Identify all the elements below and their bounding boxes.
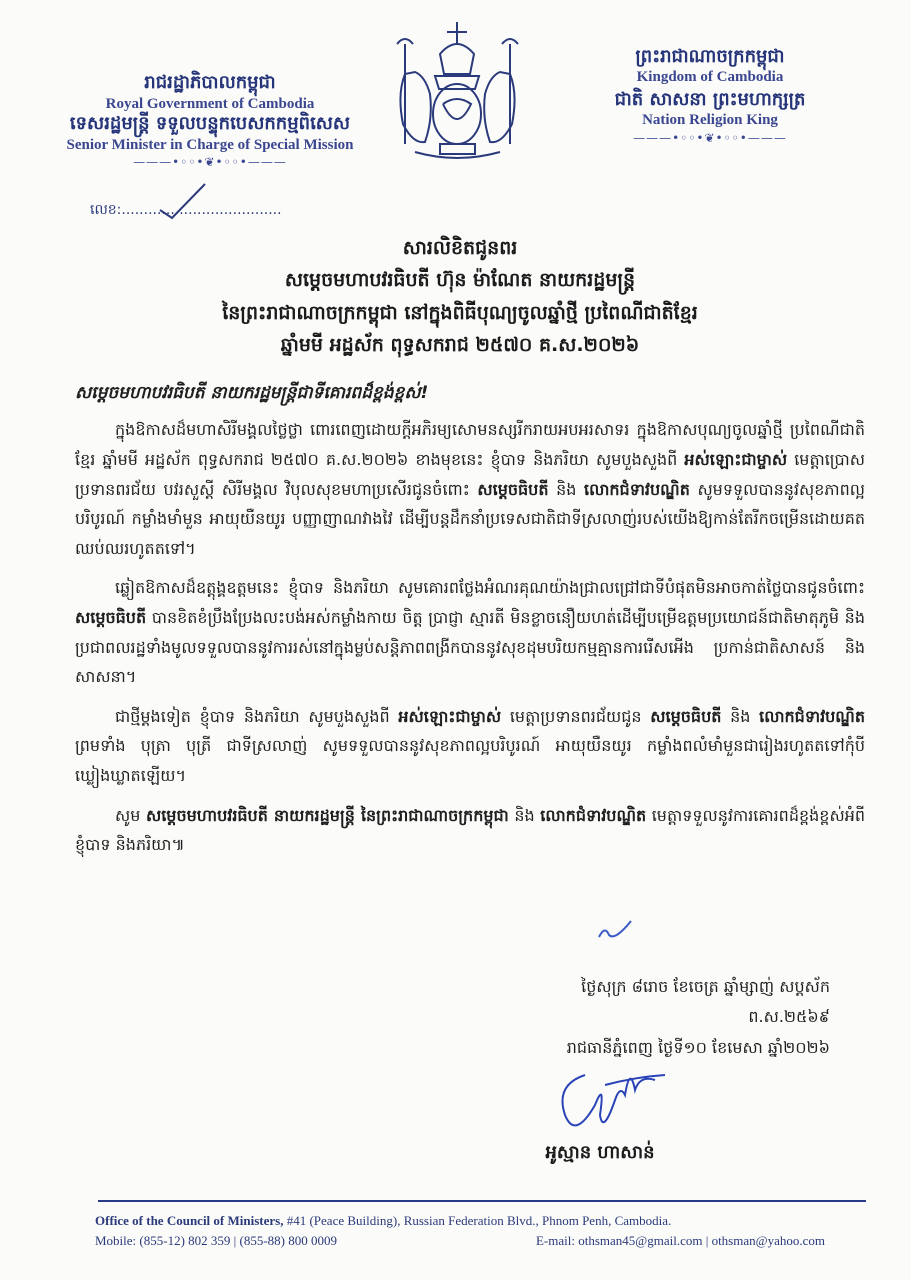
text-span: មេត្តាទទួលនូវការគោរពដ៏ខ្ពង់ខ្ពស់អំពីខ្ញុំបាទ និងភរិយា៕ (75, 805, 865, 855)
footer-phone: Mobile: (855-12) 802 359 | (855-88) 800 0009 (95, 1233, 337, 1249)
bold-span: សម្តេចធិបតី (477, 479, 549, 499)
kh-minister-title: ទេសរដ្ឋមន្ត្រី ទទួលបន្ទុកបេសកកម្មពិសេស (69, 113, 351, 135)
bold-span: សម្តេចធិបតី (75, 608, 147, 627)
bold-span: លោកជំទាវបណ្ឌិត (583, 479, 690, 499)
lunar-date: ថ្ងៃសុក្រ ៨រោច ខែចេត្រ ឆ្នាំម្សាញ់ សប្តស័ក ព.ស.២៥៦៩ (581, 977, 830, 1027)
paragraph-1 (75, 415, 865, 563)
text-span: ក្នុងឱកាសដ៏មហាសិរីមង្គលថ្លៃថ្លា ពោរពេញដោយក្តីអភិរម្យសោមនស្សរីករាយអបអរសាទរ ក្នុងឱកាសបុណ្យចូលឆ្នាំថ្មី ប្រពៃណីជាតិខ្មែរ ឆ្នាំមមី អដ្ឋស័ក ពុទ្ធសករាជ ២៥៧០ គ.ស.២០២៦ ខាងមុខនេះ ខ្ញុំបាទ និងភរិយា សូមបួងសួងពី (75, 420, 865, 470)
kh-kingdom-name: ព្រះរាជាណាចក្រកម្ពុជា (635, 46, 785, 67)
text-span: ជាថ្មីម្តងទៀត ខ្ញុំបាទ និងភរិយា សូមបួងសួងពី (115, 706, 390, 726)
paragraph-4 (75, 801, 865, 860)
left-ornament: ———•◦◦•❦•◦◦•——— (133, 154, 287, 169)
text-span: ឆ្លៀតឱកាសដ៏ឧត្តុង្គឧត្តមនេះ ខ្ញុំបាទ និងភរិយា សូមគោរពថ្លែងអំណរគុណយ៉ាងជ្រាលជ្រៅជាទីបំផុតមិនអាចកាត់ថ្លៃបានជូនចំពោះ (115, 578, 865, 598)
bold-span: លោកជំទាវបណ្ឌិត (540, 805, 647, 825)
salutation: សម្តេចមហាបវរធិបតី នាយករដ្ឋមន្ត្រីជាទីគោរពដ៏ខ្ពង់ខ្ពស់! (75, 383, 429, 403)
right-ornament: ———•◦◦•❦•◦◦•——— (633, 130, 787, 145)
text-span: សូមទទួលបាននូវសុខភាពល្អបរិបូរណ៍ កម្លាំងមាំមួន អាយុយឺនយូរ បញ្ញាញាណវាងវៃ ដើម្បីបន្តដឹកនាំប្រទេសជាតិជាទីស្រលាញ់របស់យើងឱ្យកាន់តែរីកចម្រើនដោយគតឈប់ឈរហូតតទៅ។ (75, 479, 866, 558)
footer-address-rest: #41 (Peace Building), Russian Federation Blvd., Phnom Penh, Cambodia. (283, 1213, 672, 1228)
bold-span: អស់ឡោះជាម្ចាស់ (398, 706, 502, 726)
footer-office: Office of the Council of Ministers, (95, 1213, 284, 1228)
bold-span: សម្តេចមហាបវរធិបតី នាយករដ្ឋមន្ត្រី នៃព្រះរាជាណាចក្រកម្ពុជា (145, 805, 509, 825)
text-span: និង (514, 805, 535, 825)
left-letterhead (40, 72, 380, 170)
right-letterhead (585, 45, 835, 146)
letter-body (75, 378, 865, 870)
letter-title-line: នៃព្រះរាជាណាចក្រកម្ពុជា នៅក្នុងពិធីបុណ្យចូលឆ្នាំថ្មី ប្រពៃណីជាតិខ្មែរ (222, 301, 698, 324)
paragraph-3 (75, 702, 865, 791)
signatory-name: អូស្មាន ហាសាន់ (545, 1142, 655, 1163)
en-kingdom-name: Kingdom of Cambodia (636, 69, 784, 86)
footer-divider (98, 1200, 866, 1202)
date-block (520, 972, 830, 1063)
bold-span: អស់ឡោះជាម្ចាស់ (684, 450, 788, 470)
letter-title-block (60, 232, 860, 361)
text-span: និង (556, 479, 577, 499)
checkmark-icon (150, 180, 210, 220)
text-span: មេត្តាប្រោសប្រទានពរជ័យ បវរសួស្តី សិរីមង្គល វិបុលសុខមហាប្រសើរជូនចំពោះ (75, 450, 865, 499)
text-span: សូម (115, 805, 141, 825)
en-minister-title: Senior Minister in Charge of Special Mission (66, 136, 354, 153)
kh-national-motto: ជាតិ សាសនា ព្រះមហាក្សត្រ (614, 88, 806, 110)
royal-emblem-icon (385, 14, 530, 164)
solar-date: រាជធានីភ្នំពេញ ថ្ងៃទី១០ ខែមេសា ឆ្នាំ២០២៦ (566, 1037, 830, 1057)
bold-span: សម្តេចធិបតី (650, 706, 722, 726)
kh-government-name: រាជរដ្ឋាភិបាលកម្ពុជា (144, 72, 276, 93)
footer-email: E-mail: othsman45@gmail.com | othsman@yahoo.com (535, 1233, 825, 1249)
letter-title-line: ឆ្នាំមមី អដ្ឋស័ក ពុទ្ធសករាជ ២៥៧០ គ.ស.២០២៦ (280, 333, 640, 356)
en-national-motto: Nation Religion King (642, 112, 778, 129)
footer (95, 1211, 875, 1251)
signature-icon (545, 1055, 675, 1145)
text-span: និង (730, 706, 751, 726)
paragraph-2 (75, 573, 865, 691)
en-government-name: Royal Government of Cambodia (105, 95, 315, 112)
footer-address (95, 1211, 875, 1231)
letter-title-line: សម្តេចមហាបវរធិបតី ហ៊ុន ម៉ាណែត នាយករដ្ឋមន្ត្រី (284, 269, 636, 292)
bold-span: លោកជំទាវបណ្ឌិត (759, 706, 865, 726)
footer-contacts (95, 1231, 825, 1251)
text-span: ព្រមទាំង បុត្រា បុត្រី ជាទីស្រលាញ់ សូមទទួលបាននូវសុខភាពល្អបរិបូរណ៍ អាយុយឺនយូរ កម្លាំងពលំមាំមួនជារៀងរហូតតទៅកុំបីឃ្លៀងឃ្លាតឡើយ។ (75, 736, 865, 785)
text-span: បានខិតខំប្រឹងប្រែងលះបង់អស់កម្លាំងកាយ ចិត្ត ប្រាជ្ញា ស្មារតី មិនខ្លាចនឿយហត់ដើម្បីបម្រើឧត្តមប្រយោជន៍ជាតិមាតុភូមិ និងប្រជាពលរដ្ឋទាំងមូលទទួលបាននូវការរស់នៅក្នុងម្លប់សន្តិភាពពង្រីកបាននូវសុខដុមបរិយកម្មគ្មានការរើសអើង ប្រកាន់ជាតិសាសន៍ និងសាសនា។ (75, 608, 865, 687)
text-span: មេត្តាប្រទានពរជ័យជូន (509, 706, 642, 726)
pen-mark-icon (595, 915, 635, 945)
letter-title-line: សារលិខិតជូនពរ (402, 237, 518, 259)
reference-number: លេខ:.................................... (90, 202, 282, 218)
